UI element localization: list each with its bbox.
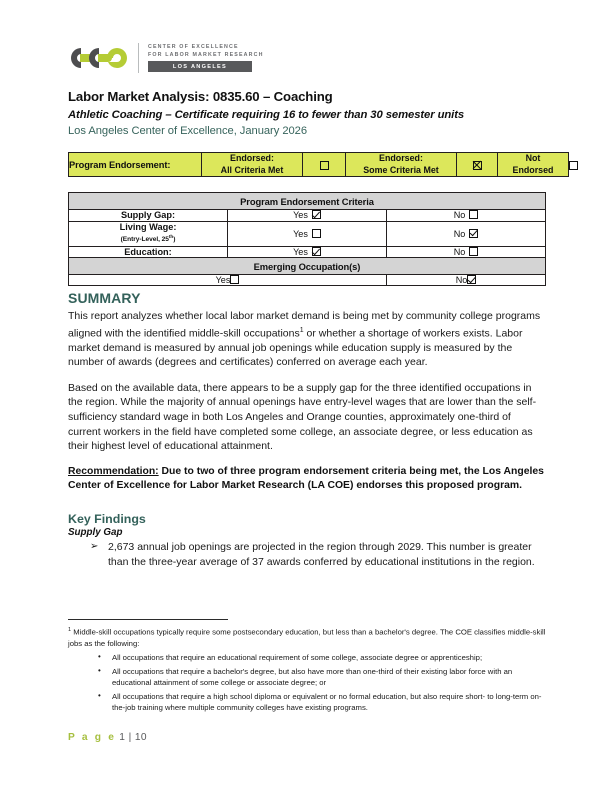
recommendation-paragraph: [68, 465, 546, 494]
footnote-list: [68, 652, 546, 713]
recommendation-body: Due to two of three program endorsement criteria being met, the Los Angeles Center of Excellence for Labor Market Research (LA COE) endorses this proposed program.: [68, 465, 544, 492]
criteria-no-education[interactable]: [387, 246, 546, 258]
footnote-marker: 1: [68, 627, 72, 633]
sublabel-end: ): [173, 236, 176, 244]
endorsement-checkbox-all-criteria[interactable]: [303, 153, 346, 177]
emerging-no-cell[interactable]: [387, 275, 546, 286]
key-findings-group-supply-gap: Supply Gap: [68, 527, 123, 539]
footnote-intro: [68, 625, 546, 649]
yes-label: Yes: [293, 228, 308, 239]
endorsement-option-not-endorsed-line1: Not: [525, 153, 541, 163]
list-item-text: All occupations that require a high school diploma or equivalent or no formal education, but also require short- to long-term on-the-job training where multiple community colleges have existing programs.: [112, 691, 542, 712]
yes-label: Yes: [293, 210, 308, 221]
criteria-row-sublabel-living-wage: [69, 232, 227, 246]
yes-label: Yes: [293, 246, 308, 257]
coe-logo: [68, 40, 264, 76]
list-item: [98, 691, 546, 713]
logo-wordmark: [148, 44, 264, 71]
no-label: No: [453, 246, 466, 257]
emerging-occupation-heading-row: [69, 258, 546, 275]
criteria-no-living-wage[interactable]: [387, 221, 546, 246]
criteria-yes-supply-gap[interactable]: [228, 210, 387, 222]
page-org-line: Los Angeles Center of Excellence, January 2026: [68, 125, 308, 137]
program-endorsement-table: [68, 152, 569, 177]
footnote-section: [68, 619, 546, 716]
checkbox-checked-icon[interactable]: [469, 229, 478, 238]
list-item-text: All occupations that require a bachelor's degree, but also have more than one-third of their existing labor force with an educational attainment of some college or associate degree; or: [112, 666, 513, 687]
list-item: [98, 666, 546, 688]
sublabel-superscript: th: [168, 234, 174, 239]
checkbox-unchecked-icon[interactable]: [469, 247, 478, 256]
checkbox-checked-icon[interactable]: [312, 210, 321, 219]
arrow-bullet-icon: ➢: [90, 540, 99, 552]
summary-section: [68, 290, 546, 571]
sublabel-start: (Entry-Level, 25: [120, 236, 169, 244]
cce-logo-mark: [68, 45, 128, 71]
criteria-row-label-education: Education:: [69, 246, 228, 258]
page-title: Labor Market Analysis: 0835.60 – Coaching: [68, 89, 333, 104]
criteria-row-label-living-wage-main: Living Wage:: [119, 221, 177, 232]
yes-label: Yes: [215, 275, 231, 286]
summary-p1-part-b: or whether a shortage of workers exists. Labor market demand is measured by annual job openings while education supply is measured by the number of awards (degrees and certificates) conferred on average each year.: [68, 327, 523, 369]
logo-line-2: FOR LABOR MARKET RESEARCH: [148, 51, 264, 58]
bullet-dot-icon: •: [98, 666, 101, 676]
key-findings-heading: Key Findings: [68, 512, 146, 527]
checkbox-unchecked-icon[interactable]: [320, 161, 329, 170]
checkbox-checked-icon[interactable]: [312, 247, 321, 256]
checkbox-unchecked-icon[interactable]: [469, 210, 478, 219]
endorsement-checkbox-some-criteria[interactable]: [457, 153, 498, 177]
list-item-text: All occupations that require an educational requirement of some college, associate degree or apprenticeship;: [112, 652, 483, 662]
endorsement-option-some-criteria: [346, 153, 457, 177]
checkbox-unchecked-icon[interactable]: [230, 275, 239, 284]
page-footer-number: 1 | 10: [119, 732, 148, 743]
document-header: [68, 88, 546, 139]
endorsement-option-all-criteria-line2: All Criteria Met: [220, 164, 284, 175]
list-item: [90, 540, 546, 569]
no-label: No: [453, 228, 466, 239]
endorsement-option-all-criteria-line1: Endorsed:: [230, 153, 274, 163]
page-footer: [68, 732, 147, 743]
bullet-dot-icon: •: [98, 652, 101, 662]
recommendation-lead: Recommendation:: [68, 465, 159, 477]
endorsement-label: Program Endorsement:: [69, 153, 202, 177]
emerging-occupation-heading: Emerging Occupation(s): [69, 258, 546, 275]
page-footer-word: P a g e: [68, 732, 117, 743]
endorsement-option-all-criteria: [202, 153, 303, 177]
list-item-text: 2,673 annual job openings are projected in the region through 2029. This number is greater than the three-year average of 37 awards conferred by educational institutions in the region.: [108, 541, 535, 568]
criteria-yes-education[interactable]: [228, 246, 387, 258]
page-subtitle: Athletic Coaching – Certificate requiring 16 to fewer than 30 semester units: [68, 109, 465, 121]
checkbox-unchecked-icon[interactable]: [312, 229, 321, 238]
endorsement-option-not-endorsed-line2: Endorsed: [512, 164, 554, 175]
footnote-ref-1: 1: [299, 326, 304, 334]
logo-divider: [138, 43, 139, 73]
summary-p1-part-a: This report analyzes whether local labor market demand is being met by community college programs aligned with the identified middle-skill occupations: [68, 310, 541, 340]
criteria-yes-living-wage[interactable]: [228, 221, 387, 246]
no-label: No: [455, 275, 468, 286]
checkbox-checked-icon[interactable]: [467, 275, 476, 284]
criteria-no-supply-gap[interactable]: [387, 210, 546, 222]
table-row: [69, 210, 546, 222]
criteria-heading: Program Endorsement Criteria: [69, 193, 546, 210]
endorsement-option-some-criteria-line2: Some Criteria Met: [363, 164, 439, 175]
bullet-dot-icon: •: [98, 691, 101, 701]
endorsement-option-some-criteria-line1: Endorsed:: [379, 153, 423, 163]
key-findings-list: [68, 540, 546, 569]
list-item: [98, 652, 546, 663]
table-row: [69, 153, 569, 177]
criteria-heading-row: [69, 193, 546, 210]
checkbox-checked-x-icon[interactable]: [473, 161, 482, 170]
summary-heading: SUMMARY: [68, 290, 141, 306]
table-row: [69, 221, 546, 246]
summary-paragraph-1: [68, 309, 546, 370]
checkbox-unchecked-icon[interactable]: [569, 161, 578, 170]
summary-paragraph-2: Based on the available data, there appears to be a supply gap for the three identified occupations in the region. While the majority of annual openings have entry-level wages that are lower than the self-sufficiency standard wage in both Los Angeles and Orange counties, approximately one-third of current workers in the field have completed some college, an associate degree, or less education as their highest level of educational attainment.: [68, 381, 537, 453]
no-label: No: [453, 210, 466, 221]
criteria-row-label-supply-gap: Supply Gap:: [69, 210, 228, 222]
logo-region-badge: LOS ANGELES: [148, 61, 252, 71]
criteria-row-label-living-wage: [69, 221, 228, 246]
logo-line-1: CENTER OF EXCELLENCE: [148, 44, 239, 51]
table-row: [69, 246, 546, 258]
endorsement-criteria-table: [68, 192, 546, 286]
footnote-intro-text: Middle-skill occupations typically require some postsecondary education, but less than a bachelor's degree. The COE classifies middle-skill jobs as the following:: [68, 627, 546, 648]
emerging-yes-cell[interactable]: [69, 275, 387, 286]
table-row: [69, 275, 546, 286]
footnote-divider: [68, 619, 228, 620]
endorsement-option-not-endorsed: [498, 153, 569, 177]
